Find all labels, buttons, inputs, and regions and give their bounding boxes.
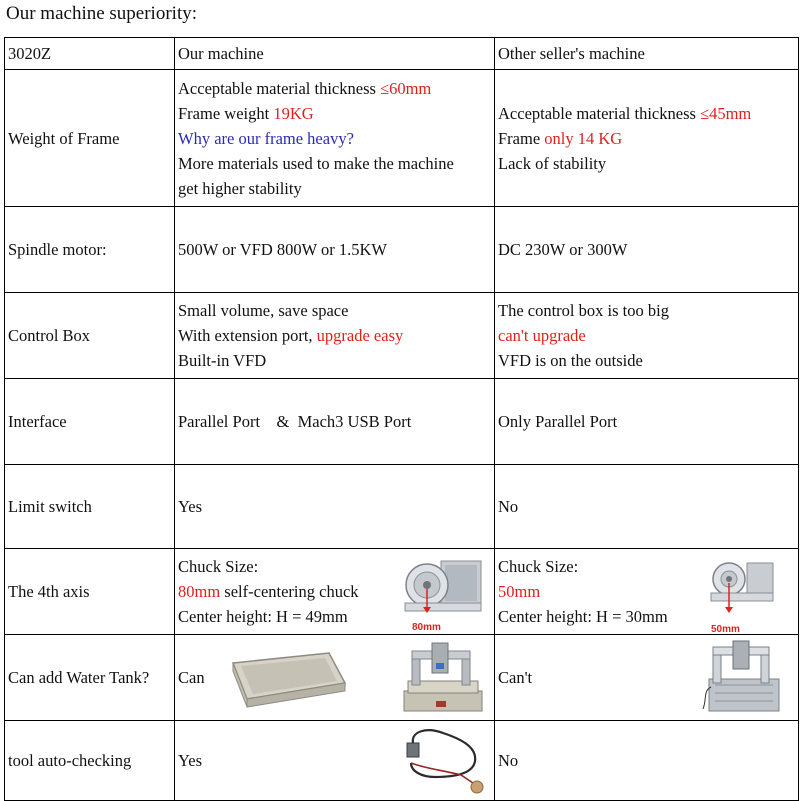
- text: Acceptable material thickness: [498, 103, 701, 123]
- row-4th-axis: [5, 549, 799, 635]
- header-our-machine: Our machine: [175, 38, 495, 70]
- row-tool-auto-checking: [5, 721, 799, 801]
- text: Yes: [178, 751, 203, 770]
- other-cnc-machine-photo: [701, 639, 787, 719]
- highlight-text: can't upgrade: [498, 326, 586, 345]
- cnc-machine-photo: [398, 639, 488, 719]
- ours-cell: Yes: [175, 465, 495, 549]
- header-other-machine: Other seller's machine: [495, 38, 799, 70]
- text-line: Lack of stability: [498, 153, 607, 173]
- ours-cell: 500W or VFD 800W or 1.5KW: [175, 207, 495, 293]
- others-cell: Only Parallel Port: [495, 379, 799, 465]
- row-label: tool auto-checking: [5, 721, 175, 801]
- photo-label: 80mm: [412, 622, 441, 633]
- text-line: Small volume, save space: [178, 301, 349, 320]
- text-line: Chuck Size:: [498, 557, 579, 576]
- text: self-centering chuck: [220, 582, 359, 601]
- text-line: [178, 323, 494, 348]
- text-line: Chuck Size:: [178, 557, 259, 576]
- row-label: Spindle motor:: [5, 207, 175, 293]
- row-interface: [5, 379, 799, 465]
- text: Parallel Port & Mach3 USB Port: [178, 412, 412, 431]
- highlight-text: 80mm: [178, 582, 221, 601]
- row-control-box: [5, 293, 799, 379]
- page-title: Our machine superiority:: [6, 3, 198, 24]
- highlight-text: 50mm: [498, 582, 541, 601]
- rotary-axis-50mm-photo: [707, 555, 777, 621]
- text-line: Center height: H = 49mm: [178, 607, 348, 626]
- row-frame-weight: [5, 70, 799, 207]
- row-spindle-motor: [5, 207, 799, 293]
- text: Can't: [498, 668, 533, 687]
- others-cell: No: [495, 721, 799, 801]
- row-label: Weight of Frame: [5, 70, 175, 207]
- row-limit-switch: [5, 465, 799, 549]
- text-line: Center height: H = 30mm: [498, 607, 668, 626]
- text-line: [498, 101, 798, 126]
- text-line: [178, 101, 494, 126]
- others-cell: No: [495, 465, 799, 549]
- ours-cell: [175, 70, 495, 207]
- row-label: Can add Water Tank?: [5, 635, 175, 721]
- others-cell: [495, 549, 799, 635]
- row-label: Limit switch: [5, 465, 175, 549]
- highlight-text: ≤45mm: [700, 103, 752, 123]
- row-label: The 4th axis: [5, 549, 175, 635]
- text-line: [498, 126, 798, 151]
- row-label: Interface: [5, 379, 175, 465]
- comparison-table: [4, 37, 799, 801]
- text-line: The control box is too big: [498, 301, 669, 320]
- ours-cell: [175, 293, 495, 379]
- highlight-text: 19KG: [273, 103, 314, 123]
- text-line: [178, 76, 494, 101]
- others-cell: DC 230W or 300W: [495, 207, 799, 293]
- text: With extension port,: [178, 326, 317, 345]
- row-water-tank: [5, 635, 799, 721]
- question-text: Why are our frame heavy?: [178, 128, 354, 148]
- others-cell: [495, 293, 799, 379]
- text-line: Built-in VFD: [178, 351, 267, 370]
- tool-sensor-photo: [397, 725, 489, 797]
- others-cell: [495, 70, 799, 207]
- text-line: get higher stability: [178, 178, 302, 198]
- text: Acceptable material thickness: [178, 78, 381, 98]
- water-tank-photo: [225, 649, 349, 709]
- text: Frame: [498, 128, 545, 148]
- ours-cell: [175, 721, 495, 801]
- text-line: VFD is on the outside: [498, 351, 643, 370]
- text-line: More materials used to make the machine: [178, 153, 454, 173]
- row-label: Control Box: [5, 293, 175, 379]
- highlight-text: upgrade easy: [316, 326, 404, 345]
- others-cell: [495, 635, 799, 721]
- ours-cell: [175, 635, 495, 721]
- text: Frame weight: [178, 103, 274, 123]
- ours-cell: [175, 379, 495, 465]
- highlight-text: only 14 KG: [544, 128, 623, 148]
- header-row: [5, 38, 799, 70]
- ours-cell: [175, 549, 495, 635]
- text: Can: [178, 668, 205, 687]
- highlight-text: ≤60mm: [380, 78, 432, 98]
- photo-label: 50mm: [711, 624, 740, 635]
- header-model: 3020Z: [5, 38, 175, 70]
